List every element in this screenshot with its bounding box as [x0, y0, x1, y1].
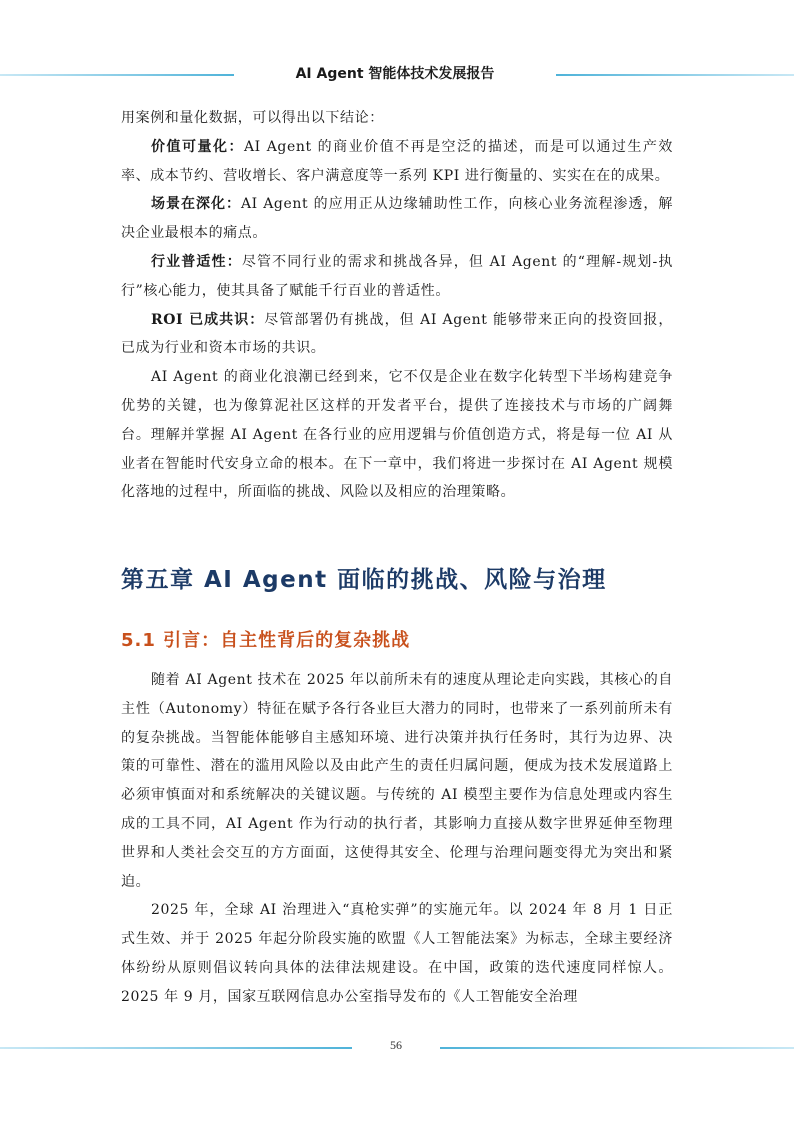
- page-number: 56: [390, 1038, 402, 1052]
- conclusion-scenario: [121, 190, 673, 248]
- running-header-title: AI Agent 智能体技术发展报告: [295, 66, 495, 82]
- header-rule-right: [556, 74, 794, 76]
- chapter-title: 第五章 AI Agent 面临的挑战、风险与治理: [121, 567, 607, 593]
- closing-paragraph: AI Agent 的商业化浪潮已经到来，它不仅是企业在数字化转型下半场构建竞争优势的关键，也为像算泥社区这样的开发者平台，提供了连接技术与市场的广阔舞台。理解并掌握 AI Agent 在各行业的应用逻辑与价值创造方式，将是每一位 AI 从业者在智能时代安身立命的根本。在下一章中，我们将进一步探讨在 AI Agent 规模化落地的过程中，所面临的挑战、风险以及相应的治理策略。: [121, 369, 673, 501]
- conclusion-text: 尽管部署仍有挑战，但 AI Agent 能够带来正向的投资回报，已成为行业和资本市场的共识。: [121, 311, 673, 357]
- conclusion-label: 行业普适性：: [151, 253, 242, 270]
- intro-paragraph: 用案例和量化数据，可以得出以下结论：: [121, 110, 384, 126]
- conclusion-label: 场景在深化：: [151, 196, 241, 213]
- footer-rule-right: [440, 1047, 794, 1049]
- conclusion-roi: [121, 306, 673, 364]
- section-paragraph: 2025 年，全球 AI 治理进入“真枪实弹”的实施元年。以 2024 年 8 月 1 日正式生效、并于 2025 年起分阶段实施的欧盟《人工智能法案》为标志，全球主要经济体纷纷从原则倡议转向具体的法律法规建设。在中国，政策的迭代速度同样惊人。2025 年 9 月，国家互联网信息办公室指导发布的《人工智能安全治理: [121, 902, 673, 1005]
- footer-rule-left: [0, 1047, 352, 1049]
- section-paragraph: 随着 AI Agent 技术在 2025 年以前所未有的速度从理论走向实践，其核心的自主性（Autonomy）特征在赋予各行各业巨大潜力的同时，也带来了一系列前所未有的复杂挑战。当智能体能够自主感知环境、进行决策并执行任务时，其行为边界、决策的可靠性、潜在的滥用风险以及由此产生的责任归属问题，便成为技术发展道路上必须审慎面对和系统解决的关键议题。与传统的 AI 模型主要作为信息处理或内容生成的工具不同，AI Agent 作为行动的执行者，其影响力直接从数字世界延伸至物理世界和人类社会交互的方方面面，这使得其安全、伦理与治理问题变得尤为突出和紧迫。: [121, 672, 673, 890]
- conclusion-label: 价值可量化：: [151, 138, 244, 155]
- header-rule-left: [0, 74, 234, 76]
- conclusion-text: AI Agent 的应用正从边缘辅助性工作，向核心业务流程渗透，解决企业最根本的痛点。: [121, 196, 673, 242]
- conclusion-universality: [121, 248, 673, 306]
- body-text-section: [121, 666, 673, 1012]
- conclusion-label: ROI 已成共识：: [151, 311, 265, 328]
- section-title: 5.1 引言：自主性背后的复杂挑战: [121, 630, 411, 651]
- body-text-top: [121, 104, 673, 507]
- conclusion-value: [121, 133, 673, 191]
- conclusion-text: 尽管不同行业的需求和挑战各异，但 AI Agent 的“理解-规划-执行”核心能力，使其具备了赋能千行百业的普适性。: [121, 253, 673, 299]
- conclusion-text: AI Agent 的商业价值不再是空泛的描述，而是可以通过生产效率、成本节约、营收增长、客户满意度等一系列 KPI 进行衡量的、实实在在的成果。: [121, 138, 673, 184]
